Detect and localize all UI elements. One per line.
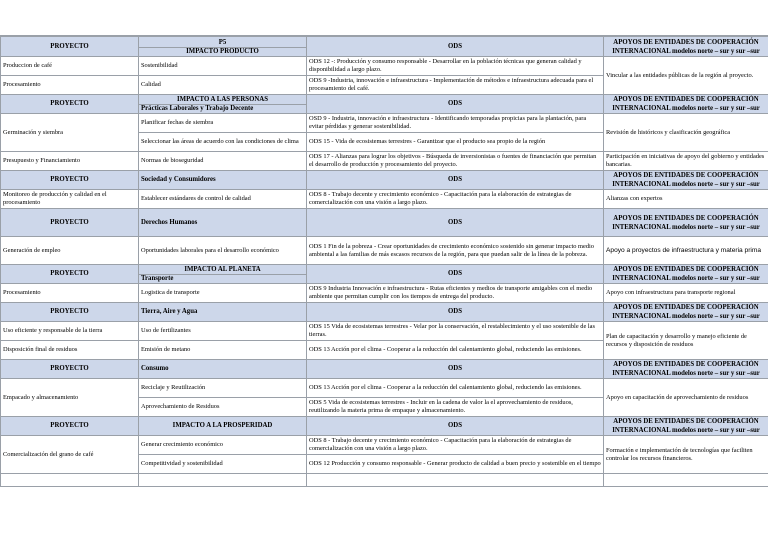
cell-apoyos: Vincular a las entidades públicas de la región al proyecto.: [604, 57, 768, 95]
cell-proyecto: Produccion de café: [1, 57, 139, 76]
empty-cell: [1, 474, 139, 487]
cell-proyecto: Empacado y almacenamiento: [1, 379, 139, 417]
cell-ods: ODS 1 Fin de la pobreza - Crear oportunidades de crecimiento económico sostenido sin generar impacto medio ambiental a las familias de más escasos recursos de la región, para que puedan salir de la línea de la pobreza.: [307, 237, 604, 265]
header-proyecto: PROYECTO: [1, 265, 139, 284]
header-p5: P5: [139, 38, 306, 48]
header-apoyos: APOYOS DE ENTIDADES DE COOPERACIÓN INTERNACIONAL modelos norte – sur y sur –sur: [604, 303, 768, 322]
header-apoyos: APOYOS DE ENTIDADES DE COOPERACIÓN INTERNACIONAL modelos norte – sur y sur –sur: [604, 171, 768, 190]
header-impacto-prosperidad: IMPACTO A LA PROSPERIDAD: [139, 417, 307, 436]
cell-impacto: Oportunidades laborales para el desarrollo económico: [139, 237, 307, 265]
cell-ods: ODS 9 -Industria, innovación e infraestructura - Implementación de métodos e infraestructura adecuada para el procesamiento del café.: [307, 76, 604, 95]
cell-impacto: Generar crecimiento económico: [139, 436, 307, 455]
cell-ods: ODS 8 - Trabajo decente y crecimiento económico - Capacitación para la elaboración de estrategias de comercialización con una visión a largo plazo.: [307, 190, 604, 209]
cell-ods: OSD 9 - Industria, innovación e infraestructura - Identificando temporadas propicias para la plantación, para evitar pérdidas y generar sostenibilidad.: [307, 114, 604, 133]
cell-proyecto: Uso eficiente y responsable de la tierra: [1, 322, 139, 341]
header-ods: ODS: [307, 37, 604, 57]
header-impacto-personas-label: IMPACTO A LAS PERSONAS: [139, 95, 306, 105]
cell-impacto: Normas de bioseguridad: [139, 152, 307, 171]
header-apoyos: APOYOS DE ENTIDADES DE COOPERACIÓN INTERNACIONAL modelos norte – sur y sur –sur: [604, 95, 768, 114]
header-ods: ODS: [307, 417, 604, 436]
cell-apoyos: Participación en iniciativas de apoyo del gobierno y entidades bancarias.: [604, 152, 768, 171]
header-ods: ODS: [307, 265, 604, 284]
cell-proyecto: Presupuesto y Financiamiento: [1, 152, 139, 171]
header-ods: ODS: [307, 209, 604, 237]
header-proyecto: PROYECTO: [1, 95, 139, 114]
cell-impacto: Reciclaje y Reutilización: [139, 379, 307, 398]
cell-proyecto: Generación de empleo: [1, 237, 139, 265]
header-apoyos: APOYOS DE ENTIDADES DE COOPERACIÓN INTERNACIONAL modelos norte – sur y sur –sur: [604, 360, 768, 379]
cell-ods: ODS 12 -: Producción y consumo responsable - Desarrollar en la población técnicas que generan calidad y disponibilidad a largo plazo.: [307, 57, 604, 76]
cell-proyecto: Monitoreo de producción y calidad en el procesamiento: [1, 190, 139, 209]
header-proyecto: PROYECTO: [1, 209, 139, 237]
header-proyecto: PROYECTO: [1, 417, 139, 436]
header-impacto-planeta-label: IMPACTO AL PLANETA: [139, 265, 306, 275]
cell-impacto: Logistica de transporte: [139, 284, 307, 303]
header-proyecto: PROYECTO: [1, 171, 139, 190]
header-consumo: Consumo: [139, 360, 307, 379]
cell-impacto: Aprovechamiento de Residuos: [139, 398, 307, 417]
empty-cell: [604, 474, 768, 487]
cell-impacto: Emisión de metano: [139, 341, 307, 360]
cell-proyecto: Disposición final de residuos: [1, 341, 139, 360]
header-impacto-planeta: [139, 265, 307, 284]
cell-apoyos: Apoyo a proyectos de infraestructura y materia prima: [604, 237, 768, 265]
header-sociedad-consumidores: Sociedad y Consumidores: [139, 171, 307, 190]
cell-ods: ODS 13 Acción por el clima - Cooperar a la reducción del calentamiento global, reduciendo las emisiones.: [307, 379, 604, 398]
header-ods: ODS: [307, 303, 604, 322]
cell-ods: ODS 17 - Alianzas para lograr los objetivos - Búsqueda de inversionistas o fuentes de financiación que permitan el desarrollo de producción y procesamiento del proyecto.: [307, 152, 604, 171]
cell-ods: ODS 15 - Vida de ecosistemas terrestres - Garantizar que el producto sea propio de la región: [307, 133, 604, 152]
cell-proyecto: Germinación y siembra: [1, 114, 139, 152]
cell-apoyos: Plan de capacitación y desarrollo y manejo eficiente de recursos y disposición de residuos: [604, 322, 768, 360]
header-ods: ODS: [307, 360, 604, 379]
cell-apoyos: Formación e implementación de tecnologías que faciliten controlar los recursos financieros.: [604, 436, 768, 474]
cell-ods: ODS 8 - Trabajo decente y crecimiento económico - Capacitación para la elaboración de estrategias de comercialización con una visión a largo plazo.: [307, 436, 604, 455]
cell-ods: ODS 12 Producción y consumo responsable - Generar producto de calidad a buen precio y sostenible en el tiempo: [307, 455, 604, 474]
header-apoyos: APOYOS DE ENTIDADES DE COOPERACIÓN INTERNACIONAL modelos norte – sur y sur –sur: [604, 265, 768, 284]
header-ods: ODS: [307, 171, 604, 190]
header-proyecto: PROYECTO: [1, 303, 139, 322]
cell-impacto: Calidad: [139, 76, 307, 95]
header-impacto-producto: [139, 37, 307, 57]
header-proyecto: PROYECTO: [1, 37, 139, 57]
header-ods: ODS: [307, 95, 604, 114]
empty-cell: [139, 474, 307, 487]
header-proyecto: PROYECTO: [1, 360, 139, 379]
cell-impacto: Establecer estándares de control de calidad: [139, 190, 307, 209]
cell-apoyos: Apoyo en capacitación de aprovechamiento de residuos: [604, 379, 768, 417]
header-impacto-personas: [139, 95, 307, 114]
cell-impacto: Seleccionar las áreas de acuerdo con las condiciones de clima: [139, 133, 307, 152]
cell-proyecto: Procesamiento: [1, 284, 139, 303]
cell-proyecto: Procesamiento: [1, 76, 139, 95]
header-derechos-humanos: Derechos Humanos: [139, 209, 307, 237]
cell-ods: ODS 5 Vida de ecosistemas terrestres - Incluir en la cadena de valor la el aprovechamiento de residuos, reutilizando la materia prima de empaque y almacenamiento.: [307, 398, 604, 417]
header-impacto-producto-label: IMPACTO PRODUCTO: [186, 47, 259, 55]
cell-apoyos: Alianzas con expertos: [604, 190, 768, 209]
cell-proyecto: Comercialización del grano de café: [1, 436, 139, 474]
cell-impacto: Competitividad y sostenibilidad: [139, 455, 307, 474]
header-practicas-laborales: Prácticas Laborales y Trabajo Decente: [141, 105, 254, 112]
cell-ods: ODS 13 Acción por el clima - Cooperar a la reducción del calentamiento global, reduciendo las emisiones.: [307, 341, 604, 360]
header-tierra-aire-agua: Tierra, Aire y Agua: [139, 303, 307, 322]
cell-impacto: Sostenibilidad: [139, 57, 307, 76]
cell-ods: ODS 9 Industria Innovación e infraestructura - Rutas eficientes y medios de transporte amigables con el medio ambiente que permitan cumplir con los tiempos de entrega del producto.: [307, 284, 604, 303]
cell-impacto: Uso de fertilizantes: [139, 322, 307, 341]
header-apoyos: APOYOS DE ENTIDADES DE COOPERACIÓN INTERNACIONAL modelos norte – sur y sur –sur: [604, 209, 768, 237]
header-transporte: Transporte: [141, 275, 174, 282]
header-apoyos: APOYOS DE ENTIDADES DE COOPERACIÓN INTERNACIONAL modelos norte – sur y sur –sur: [604, 37, 768, 57]
header-apoyos: APOYOS DE ENTIDADES DE COOPERACIÓN INTERNACIONAL modelos norte – sur y sur –sur: [604, 417, 768, 436]
cell-apoyos: Revisión de históricos y clasificación geográfica: [604, 114, 768, 152]
empty-cell: [307, 474, 604, 487]
cell-apoyos: Apoyo con infraestructura para transporte regional: [604, 284, 768, 303]
cell-ods: ODS 15 Vida de ecosistemas terrestres - Velar por la conservación, el restablecimiento y el uso sostenible de las tierras.: [307, 322, 604, 341]
spreadsheet-table: [0, 35, 768, 487]
cell-impacto: Planificar fechas de siembra: [139, 114, 307, 133]
